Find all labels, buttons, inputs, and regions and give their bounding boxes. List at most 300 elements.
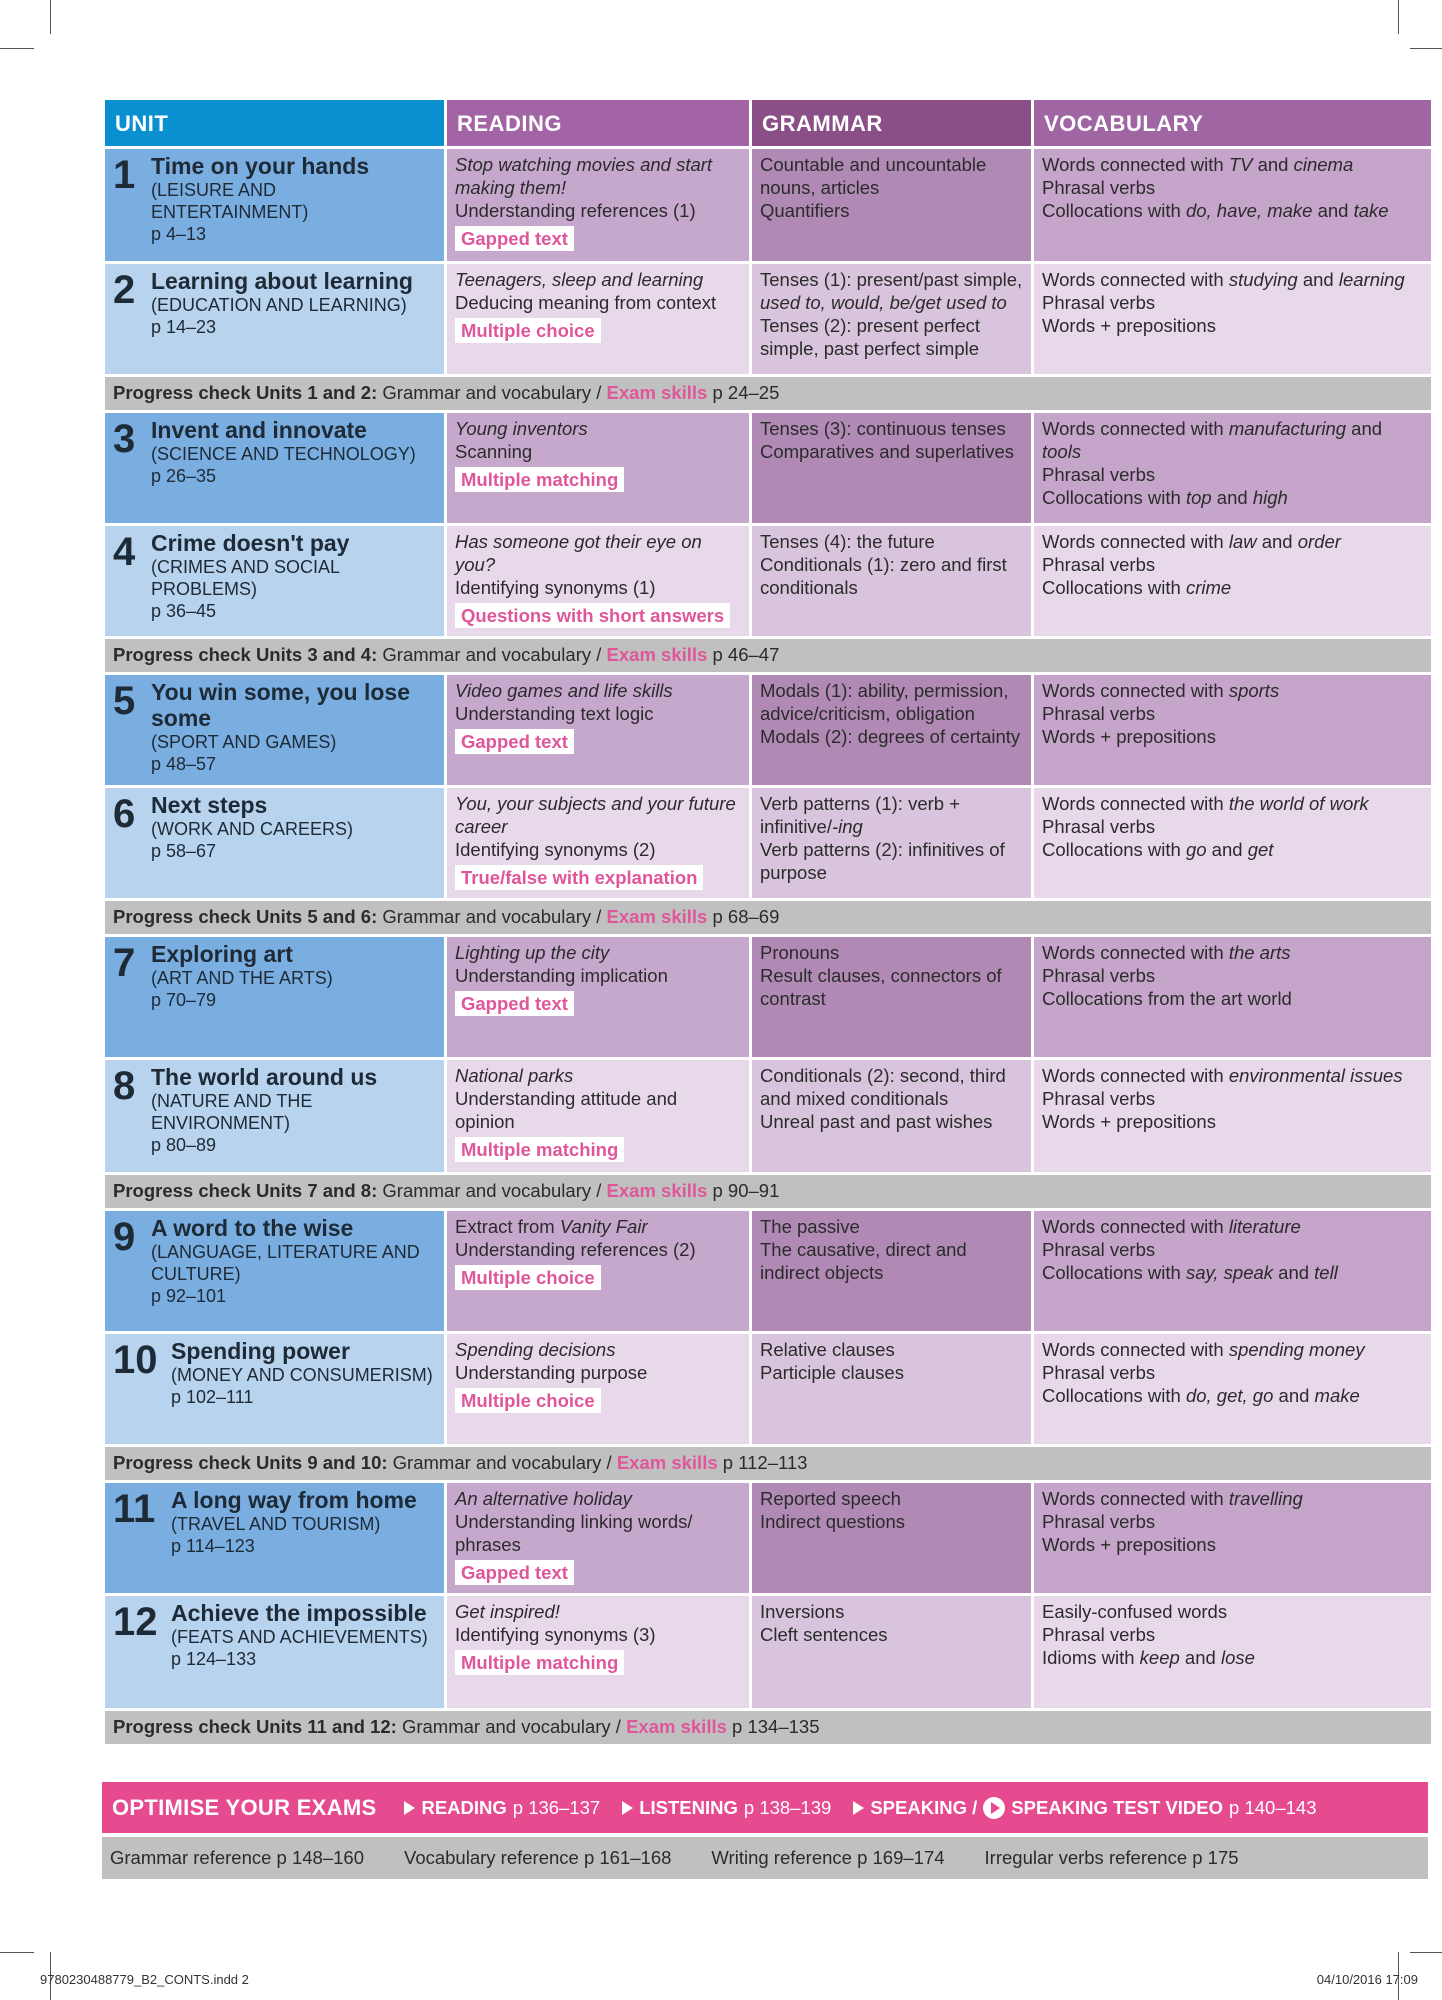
grammar-item-part: used to, would, be/get used to bbox=[760, 292, 1007, 313]
grammar-item: Modals (2): degrees of certainty bbox=[760, 726, 1021, 747]
grammar-cell bbox=[752, 149, 1031, 261]
vocabulary-item-part: the world of work bbox=[1228, 793, 1369, 814]
progress-check-text: Grammar and vocabulary / bbox=[382, 382, 602, 403]
vocabulary-item bbox=[1042, 268, 1423, 291]
unit-number: 10 bbox=[113, 1338, 158, 1382]
reading-skill: Understanding implication bbox=[455, 965, 668, 986]
vocabulary-cell bbox=[1034, 788, 1431, 898]
unit-info bbox=[151, 417, 416, 487]
exam-skills-link: Exam skills bbox=[606, 644, 708, 665]
unit-theme: (LANGUAGE, LITERATURE AND CULTURE) bbox=[151, 1242, 420, 1284]
vocabulary-item-part: crime bbox=[1185, 577, 1232, 598]
reading-skill: Identifying synonyms (3) bbox=[455, 1624, 656, 1645]
vocabulary-item-part: Words connected with bbox=[1042, 1065, 1229, 1086]
vocabulary-item-part: literature bbox=[1228, 1216, 1301, 1237]
references-bar bbox=[102, 1837, 1428, 1879]
irregular-verbs-reference[interactable]: Irregular verbs reference p 175 bbox=[984, 1847, 1239, 1868]
unit-pages: p 102–111 bbox=[171, 1387, 254, 1407]
writing-reference[interactable]: Writing reference p 169–174 bbox=[711, 1847, 945, 1868]
vocabulary-item-part: get bbox=[1247, 839, 1274, 860]
progress-check-label: Progress check Units 11 and 12: bbox=[113, 1716, 397, 1737]
vocabulary-item bbox=[1042, 176, 1423, 199]
progress-check-pages: p 134–135 bbox=[732, 1716, 820, 1737]
vocabulary-cell bbox=[1034, 1211, 1431, 1331]
unit-number: 1 bbox=[113, 153, 136, 197]
unit-pages: p 124–133 bbox=[171, 1649, 257, 1669]
vocabulary-item-part: Words + prepositions bbox=[1042, 315, 1216, 336]
unit-row bbox=[105, 413, 1431, 523]
grammar-cell bbox=[752, 264, 1031, 374]
unit-row bbox=[105, 264, 1431, 374]
grammar-cell bbox=[752, 413, 1031, 523]
unit-number: 6 bbox=[113, 792, 136, 836]
vocabulary-item-part: Words connected with bbox=[1042, 1339, 1229, 1360]
unit-wrap bbox=[113, 530, 436, 622]
vocabulary-item-part: and bbox=[1206, 839, 1248, 860]
grammar-item: Pronouns bbox=[760, 942, 840, 963]
vocabulary-item bbox=[1042, 1646, 1423, 1669]
video-play-icon bbox=[983, 1797, 1005, 1819]
reading-cell bbox=[447, 675, 749, 785]
exam-task-badge: Multiple choice bbox=[455, 1265, 601, 1290]
vocabulary-item-part: Collocations with bbox=[1042, 1385, 1186, 1406]
progress-check-text: Grammar and vocabulary / bbox=[382, 906, 602, 927]
reading-text-title: National parks bbox=[455, 1065, 574, 1086]
exam-task-badge: Multiple matching bbox=[455, 1650, 624, 1675]
grammar-item bbox=[760, 314, 1023, 360]
vocabulary-item-part: and bbox=[1252, 154, 1294, 175]
reading-cell bbox=[447, 1060, 749, 1172]
exam-task-badge: Gapped text bbox=[455, 1560, 574, 1585]
vocabulary-item bbox=[1042, 1110, 1423, 1133]
vocabulary-item-part: and bbox=[1297, 269, 1339, 290]
reading-skill: Identifying synonyms (2) bbox=[455, 839, 656, 860]
exam-task-badge: True/false with explanation bbox=[455, 865, 703, 890]
grammar-cell bbox=[752, 1483, 1031, 1593]
unit-cell[interactable] bbox=[105, 937, 444, 1057]
grammar-item: Participle clauses bbox=[760, 1362, 904, 1383]
grammar-item-part: -ing bbox=[831, 816, 863, 837]
contents-table bbox=[102, 97, 1434, 1747]
vocabulary-item-part: Words + prepositions bbox=[1042, 726, 1216, 747]
vocabulary-item-part: Phrasal verbs bbox=[1042, 1362, 1156, 1383]
crop-mark bbox=[1410, 1952, 1442, 1953]
unit-title: Achieve the impossible bbox=[171, 1600, 427, 1626]
unit-title: Exploring art bbox=[151, 941, 293, 967]
vocabulary-item bbox=[1042, 1533, 1423, 1556]
crop-mark bbox=[0, 1952, 34, 1953]
vocabulary-item bbox=[1042, 1338, 1423, 1361]
reading-cell bbox=[447, 937, 749, 1057]
progress-check-row bbox=[105, 377, 1431, 410]
vocabulary-item bbox=[1042, 1600, 1423, 1623]
unit-row bbox=[105, 1060, 1431, 1172]
unit-cell[interactable] bbox=[105, 264, 444, 374]
contents-body bbox=[105, 149, 1431, 1744]
vocabulary-item-part: Collocations with bbox=[1042, 1262, 1186, 1283]
reading-skill: Understanding references (1) bbox=[455, 200, 696, 221]
grammar-item: The passive bbox=[760, 1216, 860, 1237]
unit-info bbox=[151, 1064, 436, 1156]
reading-skill bbox=[455, 1238, 741, 1261]
optimise-exams-bar bbox=[102, 1782, 1428, 1833]
progress-check-label: Progress check Units 5 and 6: bbox=[113, 906, 378, 927]
reading-text-title-part: Vanity Fair bbox=[559, 1216, 648, 1237]
unit-number: 7 bbox=[113, 941, 136, 985]
unit-number: 11 bbox=[113, 1487, 156, 1531]
vocabulary-cell bbox=[1034, 1596, 1431, 1708]
reading-text-title: Lighting up the city bbox=[455, 942, 610, 963]
progress-check-pages: p 68–69 bbox=[712, 906, 780, 927]
reading-cell bbox=[447, 1334, 749, 1444]
vocabulary-item-part: Collocations with bbox=[1042, 577, 1186, 598]
unit-title: Learning about learning bbox=[151, 268, 413, 294]
grammar-cell bbox=[752, 526, 1031, 636]
grammar-item-part: Tenses (2): present perfect simple, past perfect simple bbox=[760, 315, 981, 359]
progress-check-row bbox=[105, 901, 1431, 934]
vocabulary-item-part: Collocations from the art world bbox=[1042, 988, 1292, 1009]
vocabulary-item-part: Easily-confused words bbox=[1042, 1601, 1228, 1622]
vocabulary-item-part: Words connected with bbox=[1042, 942, 1229, 963]
vocabulary-cell bbox=[1034, 264, 1431, 374]
optimise-listening[interactable] bbox=[622, 1797, 831, 1819]
vocabulary-item bbox=[1042, 702, 1423, 725]
unit-theme: (SPORT AND GAMES) bbox=[151, 732, 337, 752]
vocabulary-cell bbox=[1034, 149, 1431, 261]
exam-task-badge: Gapped text bbox=[455, 729, 574, 754]
vocabulary-cell bbox=[1034, 937, 1431, 1057]
exam-task-badge: Multiple matching bbox=[455, 1137, 624, 1162]
unit-title: A long way from home bbox=[171, 1487, 417, 1513]
progress-check-row bbox=[105, 1447, 1431, 1480]
unit-title: Next steps bbox=[151, 792, 268, 818]
reading-text-title: You, your subjects and your future career bbox=[455, 793, 736, 837]
unit-wrap bbox=[113, 1338, 436, 1408]
vocabulary-item-part: make bbox=[1314, 1385, 1360, 1406]
unit-pages: p 58–67 bbox=[151, 841, 217, 861]
optimise-speaking-video: SPEAKING TEST VIDEO bbox=[1011, 1796, 1224, 1818]
reading-skill: Understanding attitude and opinion bbox=[455, 1088, 678, 1132]
unit-info bbox=[151, 1215, 436, 1307]
exam-skills-link: Exam skills bbox=[626, 1716, 727, 1737]
unit-row bbox=[105, 1211, 1431, 1331]
vocabulary-item-part: tell bbox=[1314, 1262, 1338, 1283]
vocabulary-item-part: and bbox=[1273, 1385, 1315, 1406]
vocabulary-item-part: Phrasal verbs bbox=[1042, 1624, 1156, 1645]
unit-cell[interactable] bbox=[105, 1334, 444, 1444]
reading-cell bbox=[447, 1483, 749, 1593]
vocabulary-item bbox=[1042, 314, 1423, 337]
vocabulary-item bbox=[1042, 291, 1423, 314]
grammar-cell bbox=[752, 1211, 1031, 1331]
grammar-item: Conditionals (1): zero and first conditionals bbox=[760, 554, 1007, 598]
unit-wrap bbox=[113, 1487, 436, 1557]
progress-check-cell[interactable] bbox=[105, 1447, 1431, 1480]
vocabulary-item-part: take bbox=[1353, 200, 1389, 221]
exam-skills-link: Exam skills bbox=[606, 906, 708, 927]
vocabulary-item bbox=[1042, 1261, 1423, 1284]
progress-check-label: Progress check Units 9 and 10: bbox=[113, 1452, 388, 1473]
exam-task-badge: Gapped text bbox=[455, 991, 574, 1016]
vocabulary-item-part: order bbox=[1297, 531, 1341, 552]
unit-wrap bbox=[113, 679, 436, 775]
vocabulary-item bbox=[1042, 1361, 1423, 1384]
reading-cell bbox=[447, 264, 749, 374]
unit-cell[interactable] bbox=[105, 149, 444, 261]
crop-mark bbox=[1410, 48, 1442, 49]
unit-wrap bbox=[113, 1064, 436, 1156]
unit-pages: p 26–35 bbox=[151, 466, 217, 486]
vocabulary-item-part: Words + prepositions bbox=[1042, 1111, 1216, 1132]
grammar-item: Quantifiers bbox=[760, 200, 850, 221]
unit-row bbox=[105, 149, 1431, 261]
grammar-cell bbox=[752, 1060, 1031, 1172]
vocabulary-item-part: do, get, go bbox=[1185, 1385, 1274, 1406]
vocabulary-item bbox=[1042, 1487, 1423, 1510]
vocabulary-item-part: Words connected with bbox=[1042, 154, 1229, 175]
unit-info bbox=[151, 679, 436, 775]
optimise-reading[interactable] bbox=[404, 1797, 600, 1819]
grammar-item-part: Verb patterns (1): verb + infinitive/ bbox=[760, 793, 961, 837]
vocabulary-reference[interactable]: Vocabulary reference p 161–168 bbox=[404, 1847, 672, 1868]
grammar-reference[interactable]: Grammar reference p 148–160 bbox=[110, 1847, 364, 1868]
vocabulary-item bbox=[1042, 576, 1423, 599]
unit-title: Spending power bbox=[171, 1338, 350, 1364]
grammar-item bbox=[760, 268, 1023, 314]
progress-check-text: Grammar and vocabulary / bbox=[382, 644, 602, 665]
grammar-item: Relative clauses bbox=[760, 1339, 895, 1360]
vocabulary-item-part: sports bbox=[1228, 680, 1280, 701]
grammar-cell bbox=[752, 937, 1031, 1057]
vocabulary-item-part: high bbox=[1252, 487, 1288, 508]
progress-check-pages: p 24–25 bbox=[712, 382, 780, 403]
unit-pages: p 4–13 bbox=[151, 224, 207, 244]
vocabulary-item-part: Phrasal verbs bbox=[1042, 292, 1156, 313]
unit-info bbox=[151, 268, 413, 338]
unit-theme: (NATURE AND THE ENVIRONMENT) bbox=[151, 1091, 313, 1133]
unit-cell[interactable] bbox=[105, 526, 444, 636]
footer-date: 04/10/2016 17:09 bbox=[1316, 1972, 1418, 1987]
play-triangle-icon bbox=[404, 1801, 415, 1815]
unit-theme: (MONEY AND CONSUMERISM) bbox=[171, 1365, 433, 1385]
grammar-item: Countable and uncountable nouns, articles bbox=[760, 154, 987, 198]
progress-check-text: Grammar and vocabulary / bbox=[401, 1716, 621, 1737]
unit-number: 8 bbox=[113, 1064, 136, 1108]
vocabulary-item-part: Phrasal verbs bbox=[1042, 554, 1156, 575]
vocabulary-item-part: Phrasal verbs bbox=[1042, 1239, 1156, 1260]
unit-pages: p 70–79 bbox=[151, 990, 217, 1010]
unit-info bbox=[151, 153, 436, 245]
play-triangle-icon bbox=[853, 1801, 864, 1815]
grammar-item bbox=[760, 838, 1023, 884]
vocabulary-item bbox=[1042, 941, 1423, 964]
unit-title: The world around us bbox=[151, 1064, 378, 1090]
progress-check-label: Progress check Units 1 and 2: bbox=[113, 382, 378, 403]
unit-wrap bbox=[113, 792, 436, 862]
unit-info bbox=[151, 530, 436, 622]
grammar-item: The causative, direct and indirect objects bbox=[760, 1239, 967, 1283]
unit-cell[interactable] bbox=[105, 1596, 444, 1708]
unit-info bbox=[151, 792, 353, 862]
progress-check-pages: p 90–91 bbox=[712, 1180, 780, 1201]
unit-number: 12 bbox=[113, 1600, 158, 1644]
vocabulary-item bbox=[1042, 1087, 1423, 1110]
vocabulary-item-part: Words connected with bbox=[1042, 680, 1229, 701]
reading-skill: Scanning bbox=[455, 441, 533, 462]
unit-pages: p 14–23 bbox=[151, 317, 217, 337]
unit-number: 3 bbox=[113, 417, 136, 461]
progress-check-pages: p 112–113 bbox=[722, 1452, 808, 1473]
unit-cell[interactable] bbox=[105, 1483, 444, 1593]
progress-check-row bbox=[105, 639, 1431, 672]
grammar-item: Reported speech bbox=[760, 1488, 901, 1509]
unit-theme: (TRAVEL AND TOURISM) bbox=[171, 1514, 381, 1534]
unit-number: 2 bbox=[113, 268, 136, 312]
vocabulary-item bbox=[1042, 1623, 1423, 1646]
unit-title: Time on your hands bbox=[151, 153, 370, 179]
vocabulary-item-part: Words connected with bbox=[1042, 1488, 1229, 1509]
unit-theme: (ART AND THE ARTS) bbox=[151, 968, 333, 988]
vocabulary-item-part: Collocations with bbox=[1042, 200, 1186, 221]
progress-check-text: Grammar and vocabulary / bbox=[382, 1180, 602, 1201]
grammar-cell bbox=[752, 675, 1031, 785]
vocabulary-cell bbox=[1034, 675, 1431, 785]
footer-file-name: 9780230488779_B2_CONTS.indd 2 bbox=[40, 1972, 249, 1987]
vocabulary-item-part: Words connected with bbox=[1042, 269, 1229, 290]
grammar-item: Result clauses, connectors of contrast bbox=[760, 965, 1002, 1009]
grammar-item: Comparatives and superlatives bbox=[760, 441, 1014, 462]
unit-pages: p 36–45 bbox=[151, 601, 217, 621]
vocabulary-cell bbox=[1034, 526, 1431, 636]
vocabulary-item bbox=[1042, 1510, 1423, 1533]
vocabulary-item bbox=[1042, 792, 1423, 815]
unit-cell[interactable] bbox=[105, 1060, 444, 1172]
unit-title: Crime doesn't pay bbox=[151, 530, 350, 556]
reading-skill-part: Understanding references (2) bbox=[455, 1239, 696, 1260]
vocabulary-item bbox=[1042, 838, 1423, 861]
unit-row bbox=[105, 788, 1431, 898]
reading-cell bbox=[447, 788, 749, 898]
unit-info bbox=[151, 941, 333, 1011]
reading-text-title: Spending decisions bbox=[455, 1339, 616, 1360]
exam-skills-link: Exam skills bbox=[616, 1452, 718, 1473]
vocabulary-cell bbox=[1034, 1334, 1431, 1444]
grammar-item-part: Verb patterns (2): infinitives of purpose bbox=[760, 839, 1005, 883]
progress-check-cell[interactable] bbox=[105, 1711, 1431, 1744]
grammar-cell bbox=[752, 788, 1031, 898]
grammar-cell bbox=[752, 1334, 1031, 1444]
progress-check-cell[interactable] bbox=[105, 639, 1431, 672]
reading-cell bbox=[447, 149, 749, 261]
vocabulary-item bbox=[1042, 553, 1423, 576]
reading-cell bbox=[447, 413, 749, 523]
vocabulary-item bbox=[1042, 679, 1423, 702]
progress-check-row bbox=[105, 1175, 1431, 1208]
vocabulary-item-part: Phrasal verbs bbox=[1042, 1511, 1156, 1532]
unit-title: A word to the wise bbox=[151, 1215, 354, 1241]
unit-row bbox=[105, 1483, 1431, 1593]
vocabulary-item-part: Collocations with bbox=[1042, 839, 1186, 860]
vocabulary-cell bbox=[1034, 413, 1431, 523]
vocabulary-item-part: Idioms with bbox=[1042, 1647, 1140, 1668]
unit-wrap bbox=[113, 417, 436, 487]
unit-wrap bbox=[113, 941, 436, 1011]
exam-task-badge: Multiple choice bbox=[455, 318, 601, 343]
grammar-item bbox=[760, 792, 1023, 838]
unit-info bbox=[171, 1338, 433, 1408]
vocabulary-item-part: Collocations with bbox=[1042, 487, 1186, 508]
progress-check-cell[interactable] bbox=[105, 901, 1431, 934]
grammar-item: Cleft sentences bbox=[760, 1624, 888, 1645]
unit-number: 9 bbox=[113, 1215, 136, 1259]
unit-cell[interactable] bbox=[105, 413, 444, 523]
unit-cell[interactable] bbox=[105, 788, 444, 898]
progress-check-text: Grammar and vocabulary / bbox=[392, 1452, 612, 1473]
optimise-reading-pages: p 136–137 bbox=[512, 1796, 601, 1818]
vocabulary-item-part: and bbox=[1179, 1647, 1221, 1668]
vocabulary-item-part: studying bbox=[1228, 269, 1298, 290]
unit-info bbox=[171, 1600, 428, 1670]
unit-row bbox=[105, 1596, 1431, 1708]
vocabulary-item-part: Phrasal verbs bbox=[1042, 965, 1156, 986]
progress-check-cell[interactable] bbox=[105, 377, 1431, 410]
vocabulary-item-part: spending money bbox=[1228, 1339, 1365, 1360]
unit-cell[interactable] bbox=[105, 675, 444, 785]
unit-number: 5 bbox=[113, 679, 136, 723]
vocabulary-item-part: TV bbox=[1228, 154, 1253, 175]
vocabulary-item bbox=[1042, 1064, 1423, 1087]
vocabulary-item-part: Words + prepositions bbox=[1042, 1534, 1216, 1555]
unit-wrap bbox=[113, 268, 436, 338]
progress-check-cell[interactable] bbox=[105, 1175, 1431, 1208]
vocabulary-item-part: tools bbox=[1042, 441, 1082, 462]
optimise-speaking-pages: p 140–143 bbox=[1229, 1796, 1317, 1818]
reading-text-title: Video games and life skills bbox=[455, 680, 673, 701]
vocabulary-item bbox=[1042, 964, 1423, 987]
grammar-cell bbox=[752, 1596, 1031, 1708]
vocabulary-item bbox=[1042, 815, 1423, 838]
unit-title: Invent and innovate bbox=[151, 417, 367, 443]
vocabulary-item-part: and bbox=[1256, 531, 1298, 552]
exam-task-badge: Gapped text bbox=[455, 226, 574, 251]
vocabulary-item bbox=[1042, 725, 1423, 748]
exam-skills-link: Exam skills bbox=[606, 1180, 708, 1201]
unit-cell[interactable] bbox=[105, 1211, 444, 1331]
unit-theme: (FEATS AND ACHIEVEMENTS) bbox=[171, 1627, 428, 1647]
reading-text-title bbox=[455, 1215, 741, 1238]
optimise-title: OPTIMISE YOUR EXAMS bbox=[112, 1794, 377, 1820]
header-reading: READING bbox=[447, 100, 749, 146]
optimise-speaking[interactable] bbox=[853, 1797, 1316, 1819]
unit-theme: (LEISURE AND ENTERTAINMENT) bbox=[151, 180, 309, 222]
vocabulary-item-part: Phrasal verbs bbox=[1042, 1088, 1156, 1109]
vocabulary-item-part: Phrasal verbs bbox=[1042, 177, 1156, 198]
vocabulary-cell bbox=[1034, 1483, 1431, 1593]
unit-pages: p 80–89 bbox=[151, 1135, 217, 1155]
optimise-speaking-label: SPEAKING / bbox=[870, 1796, 978, 1818]
reading-cell bbox=[447, 1211, 749, 1331]
vocabulary-item-part: and bbox=[1312, 200, 1354, 221]
unit-pages: p 114–123 bbox=[171, 1536, 255, 1556]
vocabulary-item-part: travelling bbox=[1228, 1488, 1303, 1509]
unit-wrap bbox=[113, 153, 436, 245]
unit-row bbox=[105, 1334, 1431, 1444]
unit-wrap bbox=[113, 1215, 436, 1307]
progress-check-row bbox=[105, 1711, 1431, 1744]
crop-mark bbox=[0, 48, 34, 49]
optimise-listening-label: LISTENING bbox=[639, 1796, 738, 1818]
grammar-item: Conditionals (2): second, third and mixed conditionals bbox=[760, 1065, 1006, 1109]
